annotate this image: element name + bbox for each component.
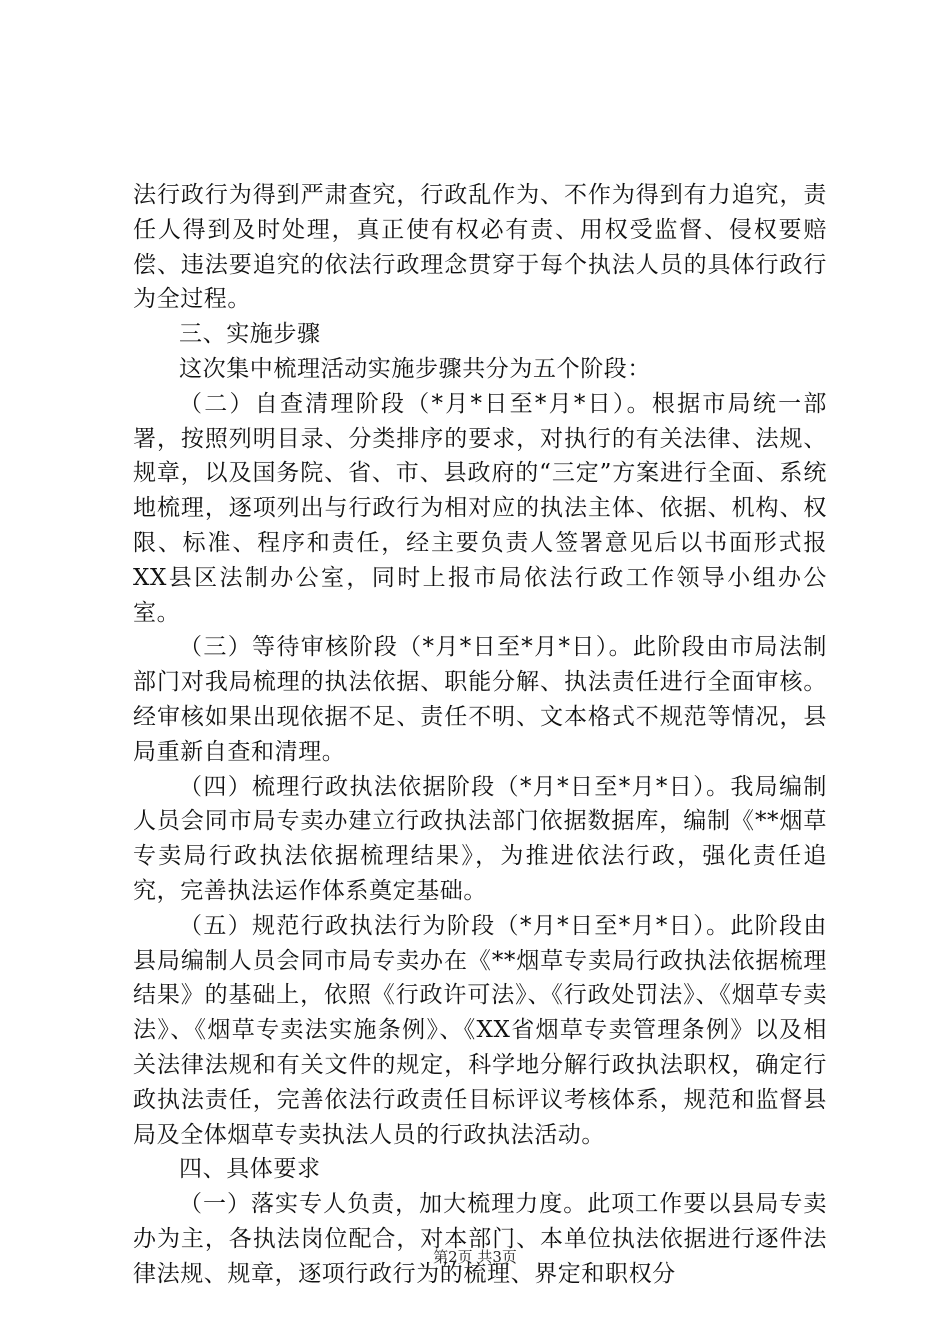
page-number-footer: 第2页 共3页 <box>433 1248 517 1266</box>
paragraph-requirement-one: （一）落实专人负责，加大梳理力度。此项工作要以县局专卖办为主，各执法岗位配合，对本部门、本单位执法依据进行逐件法律法规、规章，逐项行政行为的梳理、界定和职权分 <box>133 1191 827 1287</box>
document-body <box>133 178 827 1292</box>
paragraph-stages-intro: 这次集中梳理活动实施步骤共分为五个阶段： <box>179 355 651 382</box>
paragraph-stage-self-check: （二）自查清理阶段（*月*日至*月*日）。根据市局统一部署，按照列明目录、分类排序的要求，对执行的有关法律、法规、规章，以及国务院、省、市、县政府的“三定”方案进行全面、系统地梳理，逐项列出与行政行为相对应的执法主体、依据、机构、权限、标准、程序和责任，经主要负责人签署意见后以书面形式报XX县区法制办公室，同时上报市局依法行政工作领导小组办公室。 <box>133 390 827 626</box>
paragraph-stage-review: （三）等待审核阶段（*月*日至*月*日）。此阶段由市局法制部门对我局梳理的执法依据、职能分解、执法责任进行全面审核。经审核如果出现依据不足、责任不明、文本格式不规范等情况，县局重新自查和清理。 <box>133 634 827 765</box>
section-heading-requirements: 四、具体要求 <box>179 1156 321 1183</box>
section-heading-implementation-steps: 三、实施步骤 <box>179 321 321 348</box>
paragraph-continuation: 法行政行为得到严肃查究，行政乱作为、不作为得到有力追究，责任人得到及时处理，真正使有权必有责、用权受监督、侵权要赔偿、违法要追究的依法行政理念贯穿于每个执法人员的具体行政行为全过程。 <box>133 182 827 313</box>
paragraph-stage-basis-sorting: （四）梳理行政执法依据阶段（*月*日至*月*日）。我局编制人员会同市局专卖办建立行政执法部门依据数据库，编制《**烟草专卖局行政执法依据梳理结果》，为推进依法行政，强化责任追究，完善执法运作体系奠定基础。 <box>133 773 827 904</box>
paragraph-stage-standardize: （五）规范行政执法行为阶段（*月*日至*月*日）。此阶段由县局编制人员会同市局专卖办在《**烟草专卖局行政执法依据梳理结果》的基础上，依照《行政许可法》、《行政处罚法》、《烟草专卖法》、《烟草专卖法实施条例》、《XX省烟草专卖管理条例》以及相关法律法规和有关文件的规定，科学地分解行政执法职权，确定行政执法责任，完善依法行政责任目标评议考核体系，规范和监督县局及全体烟草专卖执法人员的行政执法活动。 <box>133 912 827 1148</box>
